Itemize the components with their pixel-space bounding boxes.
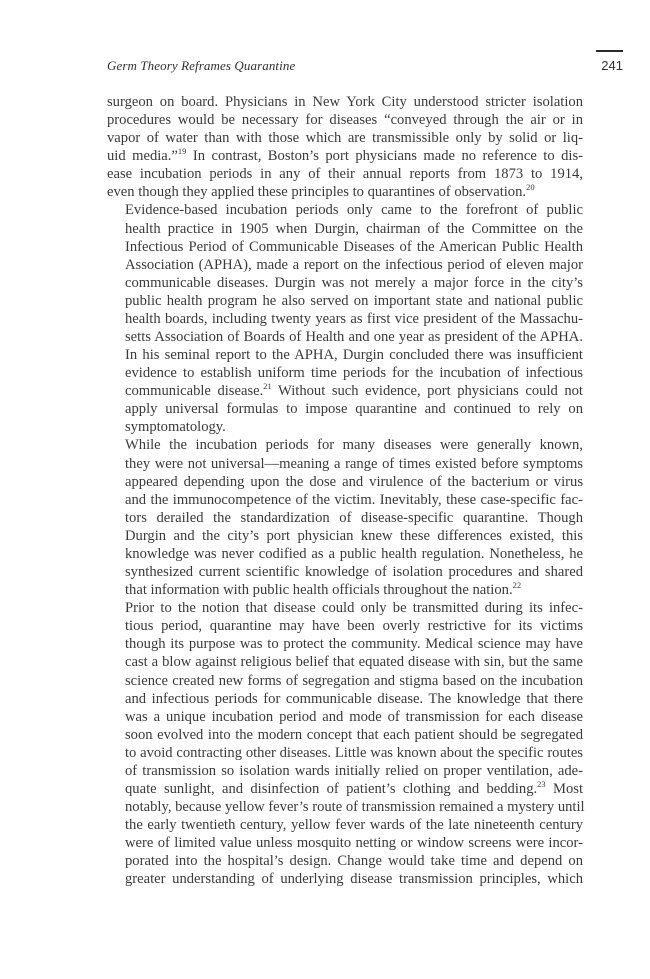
paragraph-1	[107, 93, 583, 201]
text-line: cast a blow against religious belief that equated disease with sin, but the same	[125, 654, 583, 671]
footnote-ref: 23	[537, 779, 546, 790]
text-line: evidence to establish uniform time periods for the incubation of infectious	[125, 365, 583, 382]
text-line: soon evolved into the modern concept that each patient should be segregated	[125, 726, 583, 743]
text-line: In his seminal report to the APHA, Durgin concluded there was insufficient	[125, 347, 583, 364]
text-line: health boards, including twenty years as first vice president of the Massachu-	[125, 310, 583, 327]
text-line: though its purpose was to protect the community. Medical science may have	[125, 636, 583, 653]
text-line: tious period, quarantine may have been overly restrictive for its victims	[125, 618, 583, 635]
text-line: and infectious periods for communicable disease. The knowledge that there	[125, 690, 583, 707]
text-line: apply universal formulas to impose quarantine and continued to rely on	[125, 401, 583, 418]
footnote-ref: 20	[526, 182, 535, 193]
text-line: the early twentieth century, yellow fever wards of the late nineteenth century	[125, 817, 583, 834]
page-number: 241	[601, 58, 623, 73]
footnote-ref: 21	[263, 381, 272, 392]
text-line: vapor of water than with those which are transmissible only by solid or liq-	[107, 130, 583, 147]
text-line: Infectious Period of Communicable Diseases of the American Public Health	[125, 238, 583, 255]
text-line: public health program he also served on important state and national public	[125, 292, 583, 309]
text-line: Prior to the notion that disease could only be transmitted during its infec-	[125, 600, 583, 617]
text-line: science created new forms of segregation and stigma based on the incubation	[125, 672, 583, 689]
text-line: Association (APHA), made a report on the infectious period of eleven major	[125, 256, 583, 273]
text-line: notably, because yellow fever’s route of transmission remained a mystery until	[125, 799, 585, 816]
footnote-ref: 19	[177, 146, 187, 157]
text-segment: even though they applied these principles to quarantines of observation.	[107, 184, 527, 201]
text-line: Evidence-based incubation periods only came to the forefront of public	[125, 202, 583, 219]
text-line	[107, 780, 583, 798]
running-head: Germ Theory Reframes Quarantine	[107, 58, 296, 73]
text-line: and the immunocompetence of the victim. Inevitably, these case-specific fac-	[125, 491, 583, 508]
paragraph-2	[107, 201, 583, 436]
text-line: symptomatology.	[125, 419, 226, 436]
text-segment: that information with public health officials throughout the nation.	[125, 582, 513, 599]
paragraph-4	[107, 599, 583, 888]
text-line	[107, 147, 583, 165]
header-rule	[596, 50, 623, 52]
text-segment: quate sunlight, and disinfection of patient’s clothing and bedding.	[125, 780, 538, 797]
text-line: surgeon on board. Physicians in New York City understood stricter isolation	[107, 94, 583, 110]
text-line: was a unique incubation period and mode of transmission for each disease	[125, 708, 583, 725]
text-line: to avoid contracting other diseases. Little was known about the specific routes	[125, 744, 583, 761]
text-line	[107, 183, 583, 201]
footnote-ref: 22	[512, 580, 522, 591]
text-line: synthesized current scientific knowledge of isolation procedures and shared	[125, 564, 583, 581]
text-line: greater understanding of underlying disease transmission principles, which	[125, 871, 583, 888]
text-line: appeared depending upon the dose and virulence of the bacterium or virus	[125, 473, 583, 490]
text-line: were of limited value unless mosquito netting or window screens were incor-	[125, 835, 583, 852]
text-segment: uid media.”	[107, 148, 178, 165]
text-line: they were not universal—meaning a range of times existed before symptoms	[125, 455, 583, 472]
text-line: ease incubation periods in any of their annual reports from 1873 to 1914,	[107, 166, 583, 183]
text-line: setts Association of Boards of Health and one year as president of the APHA.	[125, 329, 583, 346]
text-line	[107, 382, 583, 400]
text-line	[107, 581, 583, 599]
text-line: health practice in 1905 when Durgin, chairman of the Committee on the	[125, 220, 583, 237]
text-segment: Without such evidence, port physicians could not	[271, 383, 583, 400]
text-line: Durgin and the city’s port physician knew these differences existed, this	[125, 527, 583, 544]
text-line: of transmission so isolation wards initially relied on proper ventilation, ade-	[125, 762, 583, 779]
text-line: porated into the hospital’s design. Change would take time and depend on	[125, 853, 583, 870]
text-segment: In contrast, Boston’s port physicians made no reference to dis-	[186, 148, 583, 165]
text-line: tors derailed the standardization of disease-specific quarantine. Though	[125, 509, 583, 526]
text-segment: Most	[545, 780, 584, 797]
text-segment: communicable disease.	[125, 383, 264, 400]
body-text	[107, 93, 583, 888]
text-line: communicable diseases. Durgin was not merely a major force in the city’s	[125, 274, 583, 291]
paragraph-3	[107, 436, 583, 599]
text-line: procedures would be necessary for diseases “conveyed through the air or in	[107, 112, 583, 129]
text-line: While the incubation periods for many diseases were generally known,	[125, 437, 583, 454]
text-line: knowledge was never codified as a public health regulation. Nonetheless, he	[125, 545, 583, 562]
